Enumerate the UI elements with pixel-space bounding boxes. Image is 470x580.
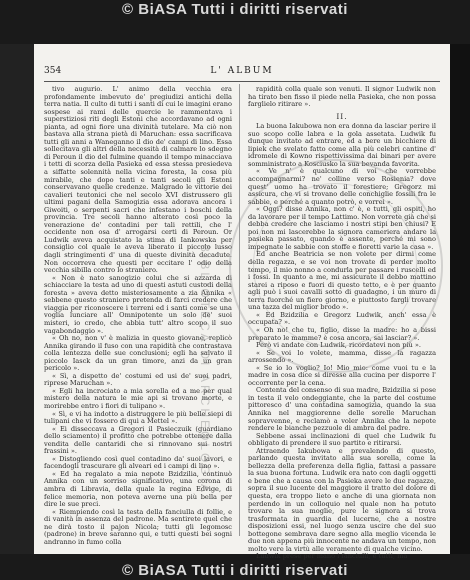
paragraph: Ed anche Beatricia se non volete per dirmi come della regazza, e se voi non trovate di perder molto tempo, il mio nonno a condurla per passare i ruscelli ed i fossi. In quanto a me, mi assicurate il debbo mattino starei a riposo e fuori di questo tetto, e è per quanto agli può i suoi cavalli sotto di guadagno, i un muro di terra fuorché un fiero giorno, e piuttosto fargli trovare una tazza del miglior brodo ». (248, 250, 436, 312)
paragraph: « Sì, a dispetto de' costumi ed usi de' suoi padri, riprese Maruchan ». (44, 371, 232, 388)
paragraph: « Se io lo voglio? Io! Mio mio: come vuoi tu e la madre in cosa dice si diresse alla cucina per disporre l' occorrente per la cena. (248, 363, 436, 387)
paragraph: « Oggi? disse Annika, non c' è, e tutti, gli ospiti, ho da lavorare per il tempo Lattimo. Non vorrete già che si debba credere che lasciamo i nostri stipi ben chiusi? E poi non mi lascerebbe la signora cameriera andare la pasieka passato, quando è assente, perché mi sono impegnate le sabbie con stoffe e fioretti varie la casa ». (248, 205, 436, 251)
watermark-top: © BiASA Tutti i diritti riservati (122, 1, 348, 18)
page-header (44, 66, 440, 80)
paragraph: « Oh no, non v' è malizia in questo giovane, replicò Annika girando il fuso con una rapidità che contrastava colla lentezza delle sue conclusioni; egli ha salvato il piccolo Iasck da un gran timore, anzi da un gran pericolo ». (44, 334, 232, 373)
paragraph: Sebbene assai inclinazioni di quel che Ludwik fu obbligato di prendere il suo partito e ritirarsi. (248, 431, 436, 448)
binding-gutter (0, 44, 34, 554)
paragraph: « Ed Bzidzilia e Gregorz Ludwik, anch' essa è occupata? ». (248, 310, 436, 327)
paragraph: tivo augurio. L' animo della vecchia era profondamente imbevuto de' pregiudizi antichi della terra natia. Il culto di tutti i santi di cui le imagini erano sospese ai rami delle quercie le rammentava i superstiziosi riti degli Estoni che accordavano ad ogni pianta, ad ogni fiore una divinità tutelare. Ma ciò non bastava alla strana pietà di Maruchan: essa sacrificava tutti gli anni a Waneganno il dio de' campi di lino. Essa sollecitava gli altri della necessità di calmare lo sdegno di Peroun il dio del fulmine quando il tempo minacciava i tetti di scorza della Pasieka ed essa stessa presiedeva a siffatte solennità nella vicina foresta, la cosa più mirabile, che dopo tanti e tanti secoli gli Estoni conservavano quelle credenze. Malgrado le vittorie dei cavalieri teutonici che nel secolo XVI distrussero gli ultimi pagani della Samogizia essa adorava ancora i Giwoiti, o serpenti sacri che infestano i boschi della provincia. Tre secoli hanno alterato così poco la venerazione de' contadini per tali rettili, che l' occidente non osa d' arrogarsi certi di Peroun. Or Ludwik aveva acquistato la stima di Iankowska per consiglio col quale le aveva liberato il piccolo lusso dagli stringimenti d' una di queste divinità decadute. Non occorreva che questi per eccitare l' odio della vecchia sibilla contro lo straniero. (44, 85, 232, 275)
right-column (248, 86, 436, 561)
paragraph: « Ed ha regalato a mia nepote Bzidzilia, continuò Annika con un sorriso significativo, una corona di ambra di Libravia, della quale la regina Edvige, di felice memoria, non poteva averne una più bella per dire le sue preci. (44, 469, 232, 509)
paragraph: « Egli ha incrociato a mia sorella ed a me per qual mistero della natura le mie api si trovano morte, e morirebbe entro i fiori di tulipano ». (44, 386, 232, 410)
paragraph: « Riempiendo così la testa della fanciulla di follie, e di vanità in assenza del padrone. Ma sentirete quel che ne dirà tosto il pajon Nicola; tutti gli Iegomosc (padrone) in breve saranno qui, e tutti questi bei sogni andranno in fumo colla (44, 507, 232, 546)
paragraph: La buona Iakubowa non era donna da lasciar perire il suo scopo colle labra e la gola assetata. Ludwik fu dunque invitato ad entrare, ed a bere un bicchiere di lipiek che svelato fatto come alla più celebri cantine d' idromele di Kowno rispettivissima dai binari per avere somministrato a Kosciusko la sua bevanda favorita. (248, 122, 436, 168)
watermark-bottom: © BiASA Tutti i diritti riservati (122, 562, 348, 579)
library-stamp-text: BIBLIOTECA DI ARCHEOLOGIA (198, 244, 212, 496)
paragraph: « Oh no! che tu, figlio, disse la madre: ho a bissi preparato le mamme? è cosa ancora, sai lasciar? ». (248, 325, 436, 342)
paragraph: « Ve n' è qualcuno di voi che vorrebbe accompagnarmi? ne' colline verso Rosienia? dove quest' uomo ha trovato il forestiere; Gregorz mi assicura, che vi si trovano delle conchiglie fossili fra le sabbie, e perché a quanto potrò, e vorrei ». (248, 167, 436, 206)
paragraph: « Sì, e vi ha indotto a distruggere le più belle siepi di tulipani che vi fossero di qui a Mettel ». (44, 409, 232, 426)
paragraph: « Se voi lo volete, mamma, disse la ragazza arrossendo ». (248, 348, 436, 365)
paragraph: Ludwik prese per mano i fanciulli, e tutti, ma (256, 552, 408, 561)
page-edge (450, 44, 470, 554)
running-title: L' ALBUM (210, 66, 274, 76)
paragraph: « Non è nato sanogizio colui che si azzarda di schiacciare la testa ad uno di questi astuti custodi della foresta » aveva detto misteriosamente a zia Annika « sebbene questo straniero pretenda di farci credere che viaggia per riconoscere i terreni ed i santi come se una voglia lunciare all' Omnipotente un solo de' suoi misteri, io credo, che abbia tutt' altro scopo il suo vagabondaggio ». (44, 273, 232, 335)
paragraph: rapidità colla quale son venuti. Il signor Ludwik non ha tirato ben fisso il piede nella Pasieka, che non possa farglielo ritirare ». (248, 85, 436, 109)
paragraph: Però vi andate con Ludwik, ricordatevi non più ». (256, 341, 422, 350)
page-number: 354 (44, 66, 62, 76)
scanned-page (34, 44, 450, 561)
section-number: II. (336, 111, 348, 121)
paragraph: Contenta del consenso di sua madre, Bzidzilia si pose in testa il velo ondeggiante, che la parte del costume pittoresco d' una contadina samogizia, quando la sua Annika nel maggiorenne delle sorelle Maruchan sopravvenne, e reclamò a voler Annika che la nepote rendere le bianche pezzuole di ambra del padre. (248, 386, 436, 433)
paragraph: Attraendo Iakubowa e prevalendo di questo, parlando questa invitato alla sua sorella, come la bellezza della preferenza della figlia, fattasi a passare la sua buona fortuna. Ludwik era nato con dagli oggetti e bene che a causa con la Pasieka avere le due ragazze, sopra il suo lucente del maggiore il tratto del dolore di questa, era troppo lieto e anche di una giornata non perdendo in un colloquio nel quale non ha potuto trovare la sua moglie, pure le signora si trova trasformata in guardia del lucerne, che a nostre disposizioni essi, nel luogo senza uscire che del suo bottegone sembrava dare segno alla meglio vicenda le due non appena più innocente ne andava un tempo, non molto vere la virtù alle veramente di qualche vicino. (248, 446, 436, 553)
column-divider (239, 84, 240, 536)
header-rule (44, 81, 440, 82)
paragraph: « Distogliendo così quel contadino da' suoi lavori, e facendogli trascurare gli alveari ed i campi di lino ». (44, 454, 232, 471)
paragraph: « Ei disseccava a Gregori il Pasieczuik (guardiano dello sciamento) il profitto che potrebbe ottenere dalla vendita delle cantaridi che si rinnovano sui nostri frassini ». (44, 424, 232, 456)
